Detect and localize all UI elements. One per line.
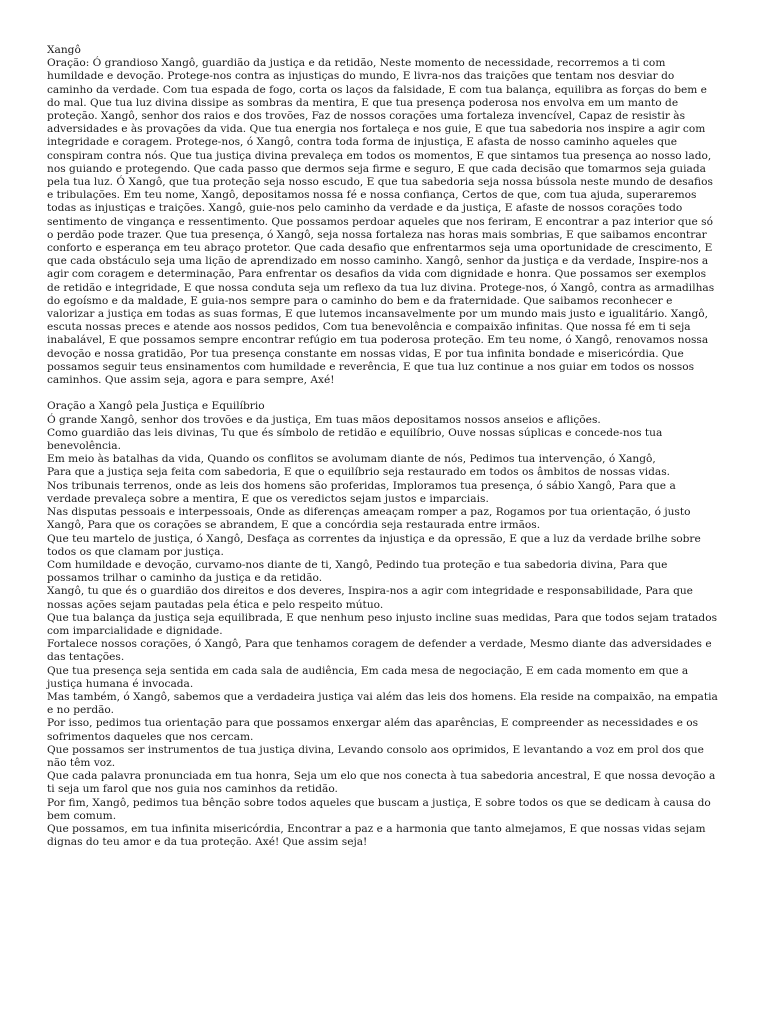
document-page [47,44,719,849]
section2-line: Ó grande Xangô, senhor dos trovões e da justiça, Em tuas mãos depositamos nossos anseios e aflições. [47,413,601,426]
section2-line: Mas também, ó Xangô, sabemos que a verdadeira justiça vai além das leis dos homens. Ela reside na compaixão, na empatia e no perdão. [47,690,718,717]
section1-prayer-body: Oração: Ó grandioso Xangô, guardião da justiça e da retidão, Neste momento de necessidade, recorremos a ti com humildade e devoção. Protege-nos contra as injustiças do mundo, E livra-nos das traições que tentam nos desviar do caminho da verdade. Com tua espada de fogo, corta os laços da falsidade, E com tua balança, equilibra as forças do bem e do mal. Que tua luz divina dissipe as sombras da mentira, E que tua presença poderosa nos envolva em um manto de proteção. Xangô, senhor dos raios e dos trovões, Faz de nossos corações uma fortaleza invencível, Capaz de resistir às adversidades e às provações da vida. Que tua energia nos fortaleça e nos guie, E que tua sabedoria nos inspire a agir com integridade e coragem. Protege-nos, ó Xangô, contra toda forma de injustiça, E afasta de nosso caminho aqueles que conspiram contra nós. Que tua justiça divina prevaleça em todos os momentos, E que sintamos tua presença ao nosso lado, nos guiando e protegendo. Que cada passo que dermos seja firme e seguro, E que cada decisão que tomarmos seja guiada pela tua luz. Ó Xangô, que tua proteção seja nosso escudo, E que tua sabedoria seja nossa bússola neste mundo de desafios e tribulações. Em teu nome, Xangô, depositamos nossa fé e nossa confiança, Certos de que, com tua ajuda, superaremos todas as injustiças e traições. Xangô, guie-nos pelo caminho da verdade e da justiça, E afaste de nossos corações todo sentimento de vingança e ressentimento. Que possamos perdoar aqueles que nos feriram, E encontrar a paz interior que só o perdão pode trazer. Que tua presença, ó Xangô, seja nossa fortaleza nas horas mais sombrias, E que saibamos encontrar conforto e esperança em teu abraço protetor. Que cada desafio que enfrentarmos seja uma oportunidade de crescimento, E que cada obstáculo seja uma lição de aprendizado em nosso caminho. Xangô, senhor da justiça e da verdade, Inspire-nos a agir com coragem e determinação, Para enfrentar os desafios da vida com dignidade e honra. Que possamos ser exemplos de retidão e integridade, E que nossa conduta seja um reflexo da tua luz divina. Protege-nos, ó Xangô, contra as armadilhas do egoísmo e da maldade, E guia-nos sempre para o caminho do bem e da fraternidade. Que saibamos reconhecer e valorizar a justiça em todas as suas formas, E que lutemos incansavelmente por um mundo mais justo e igualitário. Xangô, escuta nossas preces e atende aos nossos pedidos, Com tua benevolência e compaixão infinitas. Que nossa fé em ti seja inabalável, E que possamos sempre encontrar refúgio em tua poderosa proteção. Em teu nome, ó Xangô, renovamos nossa devoção e nossa gratidão, Por tua presença constante em nossas vidas, E por tua infinita bondade e misericórdia. Que possamos seguir teus ensinamentos com humildade e reverência, E que tua luz continue a nos guiar em todos os nossos caminhos. Que assim seja, agora e para sempre, Axé! [47,57,715,387]
section2-line: Por isso, pedimos tua orientação para que possamos enxergar além das aparências, E compreender as necessidades e os sofrimentos daqueles que nos cercam. [47,717,699,743]
section2-line: Com humildade e devoção, curvamo-nos diante de ti, Xangô, Pedindo tua proteção e tua sabedoria divina, Para que possamos trilhar o caminho da justiça e da retidão. [47,558,668,585]
section2-title: Oração a Xangô pela Justiça e Equilíbrio [47,400,265,413]
section2-line: Que possamos, em tua infinita misericórdia, Encontrar a paz e a harmonia que tanto almejamos, E que nossas vidas sejam dignas do teu amor e da tua proteção. Axé! Que assim seja! [47,822,706,849]
section2-line: Nas disputas pessoais e interpessoais, Onde as diferenças ameaçam romper a paz, Rogamos por tua orientação, ó justo Xangô, Para que os corações se abrandem, E que a concórdia seja restaurada entre irmãos. [47,506,691,532]
section2-line: Fortalece nossos corações, ó Xangô, Para que tenhamos coragem de defender a verdade, Mesmo diante das adversidades e das tentações. [47,638,712,664]
section2-line: Xangô, tu que és o guardião dos direitos e dos deveres, Inspira-nos a agir com integridade e responsabilidade, Para que nossas ações sejam pautadas pela ética e pelo respeito mútuo. [47,585,693,611]
section2-line: Que teu martelo de justiça, ó Xangô, Desfaça as correntes da injustiça e da opressão, E que a luz da verdade brilhe sobre todos os que clamam por justiça. [47,532,701,558]
section2-line: Em meio às batalhas da vida, Quando os conflitos se avolumam diante de nós, Pedimos tua intervenção, ó Xangô, [47,453,656,466]
section2-line: Que possamos ser instrumentos de tua justiça divina, Levando consolo aos oprimidos, E levantando a voz em prol dos que não têm voz. [47,743,704,769]
section1-title: Xangô [47,44,81,56]
section2-line: Por fim, Xangô, pedimos tua bênção sobre todos aqueles que buscam a justiça, E sobre todos os que se dedicam à causa do bem comum. [47,796,711,822]
section2-line: Nos tribunais terrenos, onde as leis dos homens são proferidas, Imploramos tua presença, ó sábio Xangô, Para que a verdade prevaleça sobre a mentira, E que os veredictos sejam justos e imparciais. [47,479,676,505]
section2-line: Que tua presença seja sentida em cada sala de audiência, Em cada mesa de negociação, E em cada momento em que a justiça humana é invocada. [47,664,689,690]
section2-line: Que cada palavra pronunciada em tua honra, Seja um elo que nos conecta à tua sabedoria ancestral, E que nossa devoção a ti seja um farol que nos guia nos caminhos da retidão. [47,770,716,796]
paragraph-spacer [47,387,719,400]
section2-line: Que tua balança da justiça seja equilibrada, E que nenhum peso injusto incline suas medidas, Para que todos sejam tratados com imparcialidade e dignidade. [47,611,718,637]
section2-line: Para que a justiça seja feita com sabedoria, E que o equilíbrio seja restaurado em todos os âmbitos de nossas vidas. [47,466,670,479]
section2-line: Como guardião das leis divinas, Tu que és símbolo de retidão e equilíbrio, Ouve nossas súplicas e concede-nos tua benevolência. [47,426,663,453]
